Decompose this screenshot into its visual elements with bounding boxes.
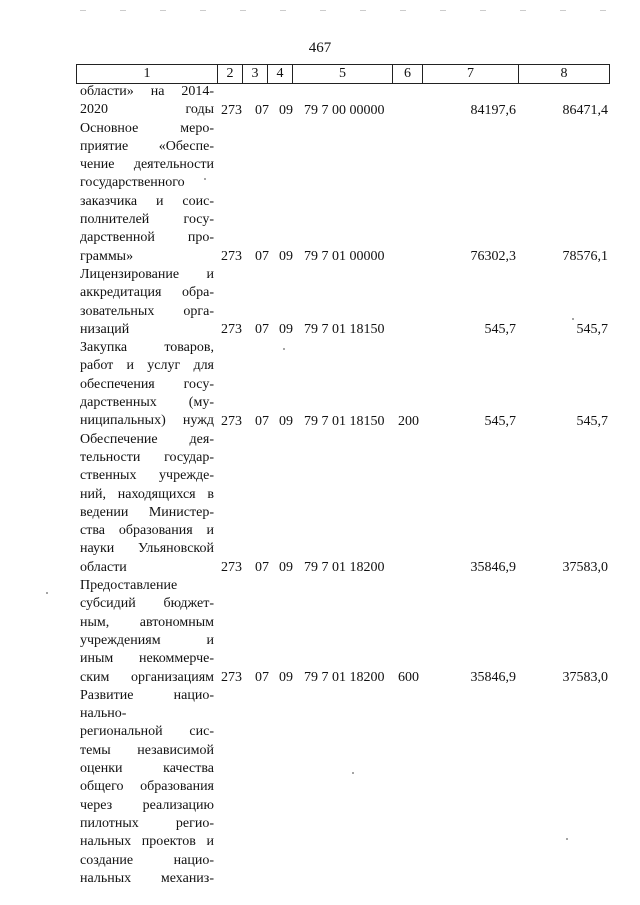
description-line: низаций (80, 321, 130, 337)
cell-c5: 79 7 01 18150 (304, 413, 385, 429)
cell-c3: 07 (255, 322, 269, 338)
cell-c4: 09 (279, 249, 293, 264)
header-col-2: 2 (218, 65, 243, 83)
cell-c5: 79 7 01 00000 (304, 249, 385, 264)
description-line: Предоставление (80, 578, 178, 594)
cell-c8: 37583,0 (562, 669, 608, 685)
description-line: через реализацию (80, 797, 214, 813)
description-line: субсидий бюджет- (80, 596, 214, 612)
cell-c8: 86471,4 (562, 102, 608, 118)
cell-c6: 600 (398, 669, 419, 685)
scan-speck (566, 838, 568, 840)
cell-c2: 273 (221, 322, 242, 338)
scan-speck (46, 592, 48, 594)
scan-speck (283, 348, 285, 350)
cell-c6: 200 (398, 413, 419, 429)
description-line: региональной сис- (80, 724, 214, 740)
row-description (80, 339, 214, 430)
cell-c4: 09 (279, 669, 293, 685)
cell-c8: 545,7 (576, 322, 608, 338)
scan-speck (352, 772, 354, 774)
cell-c3: 07 (255, 669, 269, 685)
cell-c8: 545,7 (576, 413, 608, 429)
row-description (80, 687, 214, 888)
description-line: Закупка товаров, (80, 340, 214, 356)
row-description (80, 266, 214, 339)
description-line: ведении Министер- (80, 504, 214, 520)
cell-c7: 545,7 (484, 413, 516, 429)
header-col-7: 7 (423, 65, 519, 83)
cell-c8: 37583,0 (562, 560, 608, 576)
description-line: Развитие нацио- (80, 687, 214, 703)
header-col-4: 4 (268, 65, 293, 83)
cell-c7: 545,7 (484, 322, 516, 338)
scan-speck (204, 178, 206, 180)
row-description (80, 83, 214, 120)
description-line: ским организациям (80, 669, 214, 685)
description-line: работ и услуг для (80, 358, 214, 374)
row-description (80, 120, 214, 266)
scan-artifact-line (80, 10, 610, 11)
description-line: учреждениям и (80, 632, 214, 648)
description-line: пилотных регио- (80, 815, 214, 831)
description-line: оценки качества (80, 761, 214, 777)
cell-c5: 79 7 01 18150 (304, 322, 385, 338)
cell-c7: 84197,6 (470, 102, 516, 118)
cell-c7: 76302,3 (470, 249, 516, 264)
description-line: Лицензирование и (80, 267, 214, 282)
cell-c5: 79 7 01 18200 (304, 560, 385, 576)
header-col-8: 8 (560, 66, 568, 81)
description-line: общего образования (80, 779, 214, 795)
description-line: государственного (80, 175, 185, 191)
cell-c5: 79 7 01 18200 (304, 669, 385, 685)
description-line: области (80, 559, 127, 575)
description-line: иным некоммерче- (80, 651, 214, 667)
cell-c4: 09 (279, 102, 293, 118)
header-col-1: 1 (77, 65, 218, 83)
cell-c3: 07 (255, 413, 269, 429)
description-line: 2020 годы (80, 102, 214, 118)
description-line: создание нацио- (80, 852, 214, 868)
description-line: области» на 2014- (80, 84, 214, 99)
description-line: Основное меро- (80, 120, 214, 136)
description-line: граммы» (80, 248, 134, 264)
description-line: науки Ульяновской (80, 541, 214, 557)
description-line: нально- (80, 706, 127, 722)
description-line: ниципальных) нужд (80, 413, 214, 429)
header-col-5: 5 (293, 65, 393, 83)
cell-c2: 273 (221, 560, 242, 576)
table-header (76, 64, 610, 84)
description-line: заказчика и соис- (80, 193, 214, 209)
description-line: дарственной про- (80, 230, 214, 246)
description-line: темы независимой (80, 742, 214, 758)
cell-c7: 35846,9 (470, 560, 516, 576)
cell-c2: 273 (221, 669, 242, 685)
description-line: полнителей госу- (80, 212, 214, 228)
description-line: ным, автономным (80, 614, 214, 630)
description-line: обеспечения госу- (80, 376, 214, 392)
cell-c4: 09 (279, 560, 293, 576)
cell-c3: 07 (255, 560, 269, 576)
description-line: аккредитация обра- (80, 285, 214, 301)
cell-c7: 35846,9 (470, 669, 516, 685)
cell-c2: 273 (221, 413, 242, 429)
description-line: Обеспечение дея- (80, 431, 214, 447)
cell-c3: 07 (255, 102, 269, 118)
description-line: ний, находящихся в (80, 486, 214, 502)
page-number: 467 (308, 40, 332, 56)
header-col-3: 3 (243, 65, 268, 83)
cell-c2: 273 (221, 249, 242, 264)
header-col-6: 6 (393, 65, 423, 83)
description-line: приятие «Обеспе- (80, 138, 214, 154)
description-line: дарственных (му- (80, 395, 214, 411)
scan-speck (572, 318, 574, 320)
row-description (80, 431, 214, 577)
description-line: нальных механиз- (80, 870, 214, 886)
description-line: чение деятельности (80, 157, 214, 173)
cell-c5: 79 7 00 00000 (304, 102, 385, 118)
description-line: ства образования и (80, 523, 214, 539)
description-line: нальных проектов и (80, 834, 214, 850)
description-line: тельности государ- (80, 449, 214, 465)
cell-c8: 78576,1 (562, 249, 608, 264)
description-line: зовательных орга- (80, 303, 214, 319)
cell-c4: 09 (279, 413, 293, 429)
cell-c2: 273 (221, 102, 242, 118)
row-description (80, 577, 214, 687)
description-line: ственных учрежде- (80, 468, 214, 484)
cell-c4: 09 (279, 322, 293, 338)
cell-c3: 07 (255, 249, 269, 264)
